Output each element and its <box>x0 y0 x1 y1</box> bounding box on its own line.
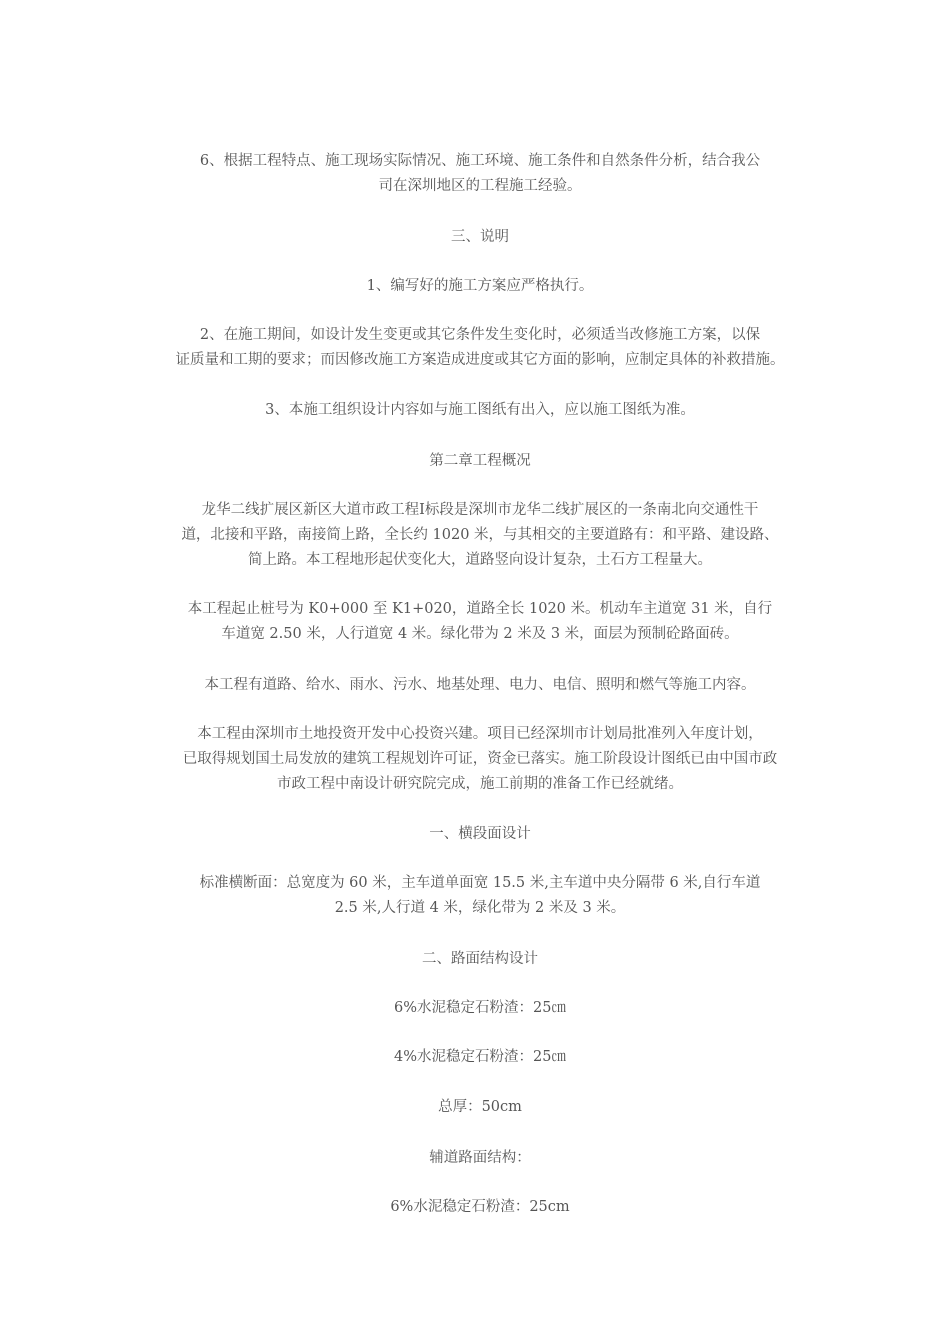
paragraph-investment <box>148 722 812 797</box>
text-line: 简上路。本工程地形起伏变化大，道路竖向设计复杂，土石方工程量大。 <box>248 552 712 568</box>
text-line: 3、本施工组织设计内容如与施工图纸有出入，应以施工图纸为准。 <box>265 402 695 418</box>
paragraph-note-3 <box>148 398 812 423</box>
paragraph-scope <box>148 673 812 698</box>
section-heading <box>148 225 812 250</box>
heading-text: 第二章工程概况 <box>429 453 531 469</box>
text-line: 6%水泥稳定石粉渣：25㎝ <box>394 1000 566 1016</box>
text-line: 本工程有道路、给水、雨水、污水、地基处理、电力、电信、照明和燃气等施工内容。 <box>204 677 756 693</box>
heading-text: 二、路面结构设计 <box>422 951 538 967</box>
pavement-total <box>148 1095 812 1120</box>
section-heading-cross-section <box>148 822 812 847</box>
text-line: 本工程由深圳市土地投资开发中心投资兴建。项目已经深圳市计划局批准列入年度计划， <box>197 726 763 742</box>
aux-road-layer-1 <box>148 1195 812 1220</box>
text-line: 2、在施工期间，如设计发生变更或其它条件发生变化时，必须适当改修施工方案，以保 <box>199 327 761 343</box>
text-line: 道，北接和平路，南接简上路，全长约 1020 米，与其相交的主要道路有：和平路、建设路、 <box>181 527 779 543</box>
text-line: 标准横断面：总宽度为 60 米，主车道单面宽 15.5 米,主车道中央分隔带 6 米,自行车道 <box>199 875 761 891</box>
text-line: 2.5 米,人行道 4 米，绿化带为 2 米及 3 米。 <box>334 900 626 916</box>
paragraph-cross-section <box>148 871 812 921</box>
paragraph-experience <box>148 149 812 199</box>
text-line: 车道宽 2.50 米，人行道宽 4 米。绿化带为 2 米及 3 米，面层为预制砼路面砖。 <box>221 626 739 642</box>
chapter-heading <box>148 449 812 474</box>
paragraph-stations <box>148 597 812 647</box>
aux-road-heading <box>148 1146 812 1171</box>
section-heading-pavement <box>148 947 812 972</box>
paragraph-overview <box>148 498 812 573</box>
pavement-layer-2 <box>148 1045 812 1070</box>
paragraph-note-2 <box>148 323 812 373</box>
text-line: 市政工程中南设计研究院完成，施工前期的准备工作已经就绪。 <box>277 776 683 792</box>
text-line: 龙华二线扩展区新区大道市政工程Ⅰ标段是深圳市龙华二线扩展区的一条南北向交通性干 <box>201 502 759 518</box>
pavement-layer-1 <box>148 996 812 1021</box>
text-line: 总厚：50cm <box>438 1099 522 1115</box>
text-line: 证质量和工期的要求；而因修改施工方案造成进度或其它方面的影响，应制定具体的补救措施。 <box>175 352 785 368</box>
heading-text: 辅道路面结构： <box>429 1150 531 1166</box>
paragraph-note-1 <box>148 274 812 299</box>
text-line: 司在深圳地区的工程施工经验。 <box>378 178 582 194</box>
heading-text: 一、横段面设计 <box>429 826 531 842</box>
text-line: 1、编写好的施工方案应严格执行。 <box>366 278 594 294</box>
text-line: 6、根据工程特点、施工现场实际情况、施工环境、施工条件和自然条件分析，结合我公 <box>199 153 761 169</box>
text-line: 已取得规划国土局发放的建筑工程规划许可证，资金已落实。施工阶段设计图纸已由中国市政 <box>182 751 778 767</box>
heading-text: 三、说明 <box>451 229 509 245</box>
text-line: 4%水泥稳定石粉渣：25㎝ <box>394 1049 566 1065</box>
text-line: 本工程起止桩号为 K0+000 至 K1+020，道路全长 1020 米。机动车主道宽 31 米，自行 <box>187 601 773 617</box>
text-line: 6%水泥稳定石粉渣：25cm <box>390 1199 570 1215</box>
